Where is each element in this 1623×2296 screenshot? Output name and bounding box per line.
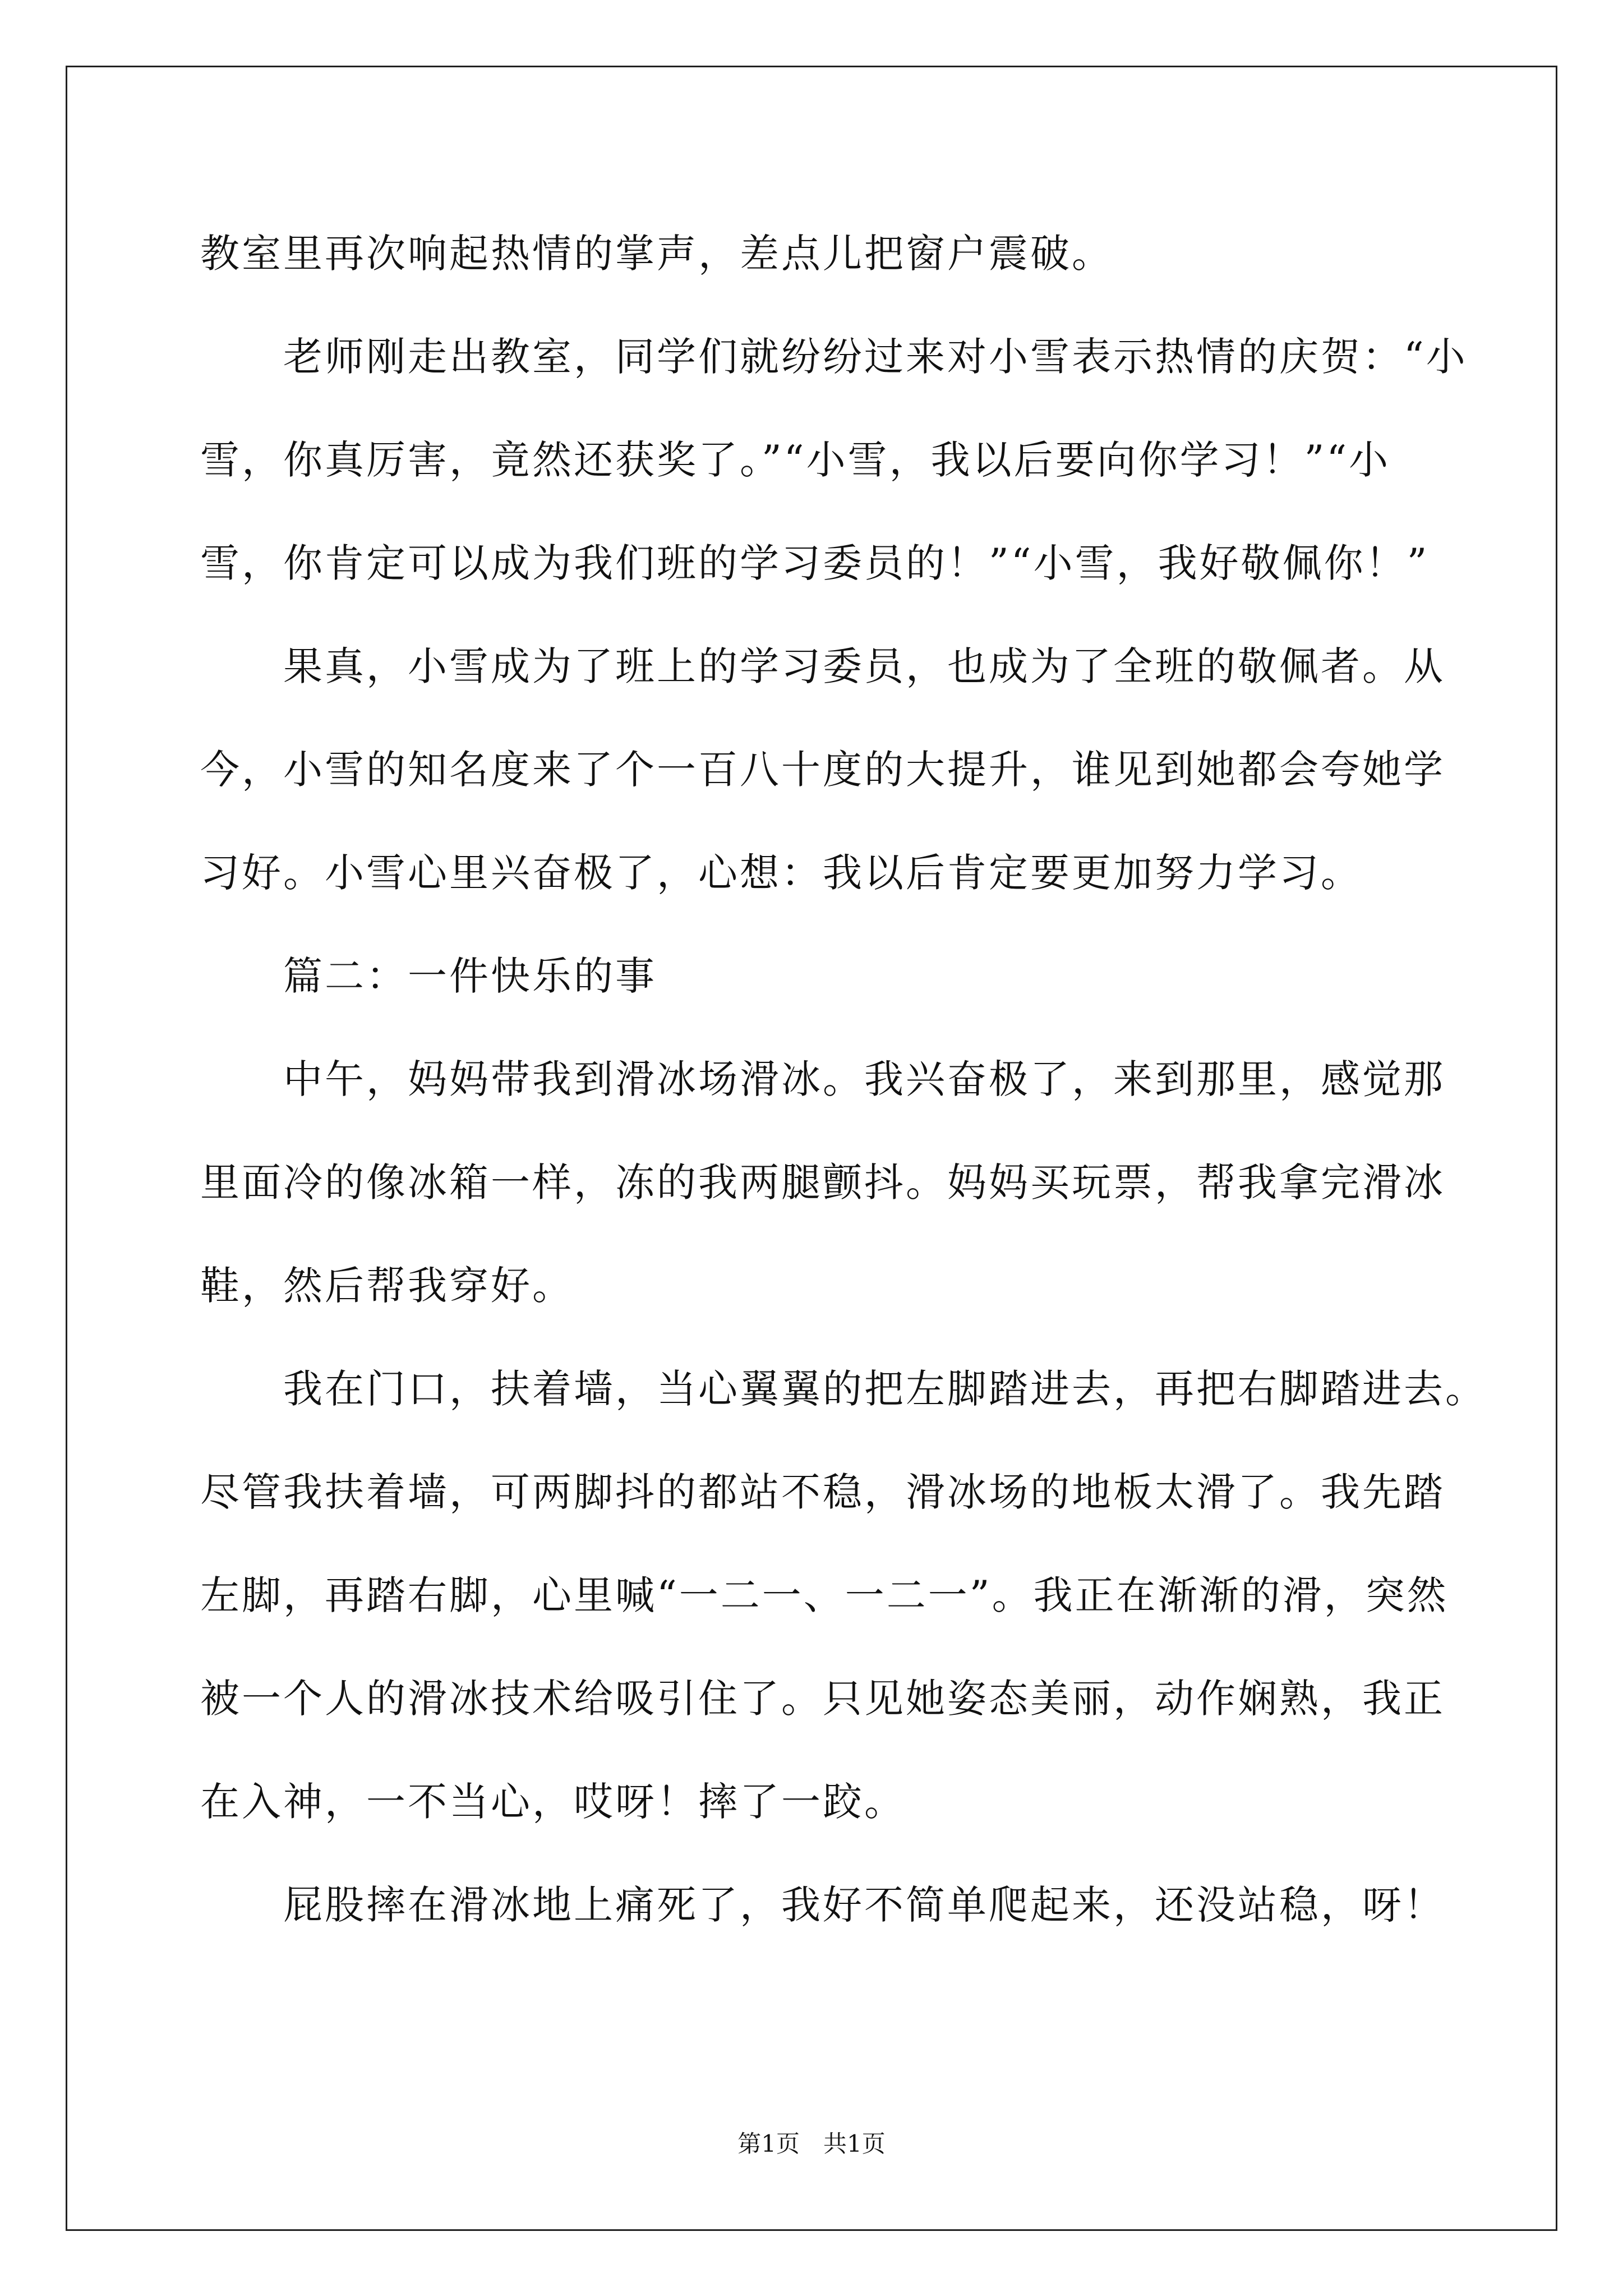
text-line: 鞋，然后帮我穿好。 xyxy=(200,1263,574,1309)
document-body xyxy=(200,202,1487,1957)
page-footer: 第1页 共1页 xyxy=(737,2130,886,2157)
text-line: 左脚，再踏右脚，心里喊“一二一、一二一”。我正在渐渐的滑，突然 xyxy=(200,1572,1449,1618)
section-heading: 篇二：一件快乐的事 xyxy=(200,953,657,999)
text-line: 教室里再次响起热情的掌声，差点儿把窗户震破。 xyxy=(200,231,1113,277)
text-line: 屁股摔在滑冰地上痛死了，我好不简单爬起来，还没站稳，呀！ xyxy=(200,1882,1445,1928)
text-line: 在入神，一不当心，哎呀！摔了一跤。 xyxy=(200,1779,906,1825)
text-line: 雪，你真厉害，竟然还获奖了。”“小雪，我以后要向你学习！”“小 xyxy=(200,437,1391,483)
text-line: 里面冷的像冰箱一样，冻的我两腿颤抖。妈妈买玩票，帮我拿完滑冰 xyxy=(200,1159,1445,1205)
text-line: 被一个人的滑冰技术给吸引住了。只见她姿态美丽，动作娴熟，我正 xyxy=(200,1676,1445,1722)
text-line: 雪，你肯定可以成为我们班的学习委员的！”“小雪，我好敬佩你！” xyxy=(200,540,1430,586)
text-line: 尽管我扶着墙，可两脚抖的都站不稳，滑冰场的地板太滑了。我先踏 xyxy=(200,1469,1445,1515)
text-line: 果真，小雪成为了班上的学习委员，也成为了全班的敬佩者。从 xyxy=(200,643,1445,689)
text-line: 我在门口，扶着墙，当心翼翼的把左脚踏进去，再把右脚踏进去。 xyxy=(200,1366,1487,1412)
text-line: 今，小雪的知名度来了个一百八十度的大提升，谁见到她都会夸她学 xyxy=(200,747,1445,793)
text-line: 中午，妈妈带我到滑冰场滑冰。我兴奋极了，来到那里，感觉那 xyxy=(200,1056,1445,1102)
text-line: 习好。小雪心里兴奋极了，心想：我以后肯定要更加努力学习。 xyxy=(200,850,1362,896)
text-line: 老师刚走出教室，同学们就纷纷过来对小雪表示热情的庆贺：“小 xyxy=(200,334,1468,380)
